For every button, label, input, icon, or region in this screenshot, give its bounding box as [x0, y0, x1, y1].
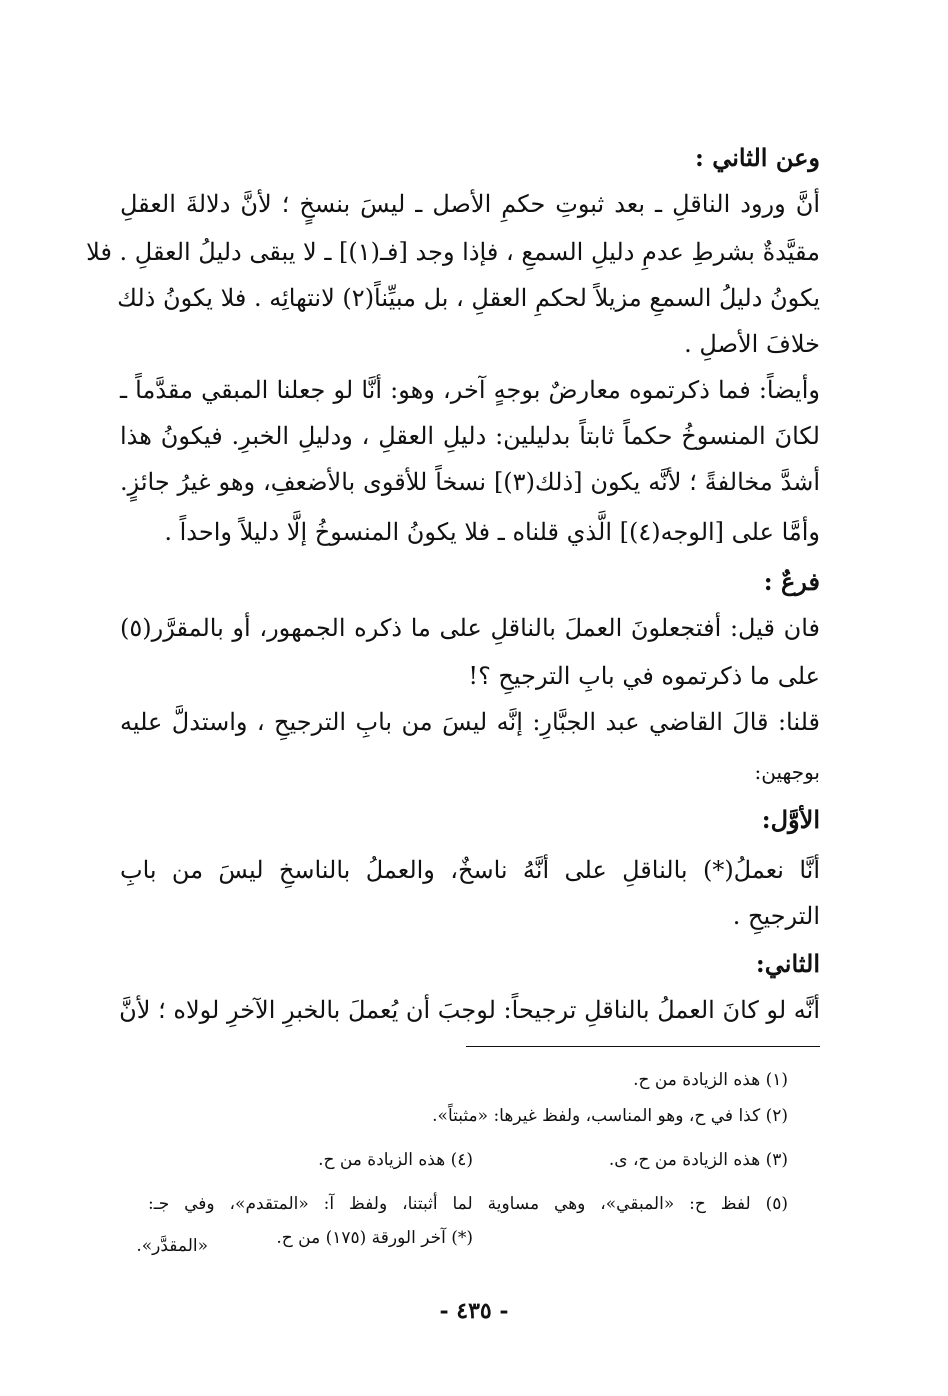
- body-line: لكانَ المنسوخُ حكماً ثابتاً بدليلين: دليلِ العقلِ ، ودليلِ الخبرِ. فيكونُ هذا: [120, 422, 820, 450]
- body-line: أنَّ ورود الناقلِ ـ بعد ثبوتِ حكمِ الأصل ـ ليسَ بنسخٍ ؛ لأنَّ دلالةَ العقلِ: [120, 190, 820, 218]
- footnote-5-continued: «المقدَّر».: [136, 1236, 208, 1256]
- body-line: يكونُ دليلُ السمعِ مزيلاً لحكمِ العقلِ ، بل مبيِّناً(٢) لانتهائِه . فلا يكونُ ذلك: [117, 284, 820, 312]
- footnote-separator: [466, 1046, 820, 1047]
- body-line: بوجهين:: [754, 760, 820, 784]
- footnote-1: (١) هذه الزيادة من ح.: [633, 1070, 788, 1090]
- footnote-5: (٥) لفظ ح: «المبقي»، وهي مساوية لما أثبتنا، ولفظ آ: «المتقدم»، وفي جـ:: [148, 1194, 788, 1214]
- body-line: على ما ذكرتموه في بابِ الترجيحِ ؟!: [468, 662, 820, 690]
- section-heading-second-point: الثاني:: [755, 949, 820, 978]
- section-heading-first: الأوَّل:: [761, 805, 820, 834]
- footnote-3: (٣) هذه الزيادة من ح، ى.: [608, 1150, 788, 1170]
- body-line: وأيضاً: فما ذكرتموه معارضٌ بوجهٍ آخر، وهو: أنَّا لو جعلنا المبقي مقدَّماً ـ: [120, 376, 820, 404]
- body-line: قلنا: قالَ القاضي عبد الجبَّارِ: إنَّه ليسَ من بابِ الترجيحِ ، واستدلَّ عليه: [120, 708, 820, 736]
- body-line: أنَّا نعملُ(*) بالناقلِ على أنَّهُ ناسخٌ، والعملُ بالناسخِ ليسَ من بابِ: [120, 856, 820, 884]
- page-number: - ٤٣٥ -: [439, 1298, 509, 1324]
- footnote-star: (*) آخر الورقة (١٧٥) من ح.: [276, 1228, 473, 1248]
- body-line: مقيَّدةٌ بشرطِ عدمِ دليلِ السمعِ ، فإذا وجد [فـ(١)] ـ لا يبقى دليلُ العقلِ . فلا: [86, 238, 820, 266]
- body-line: أنَّه لو كانَ العملُ بالناقلِ ترجيحاً: لوجبَ أن يُعملَ بالخبرِ الآخرِ لولاه ؛ لأنَّ: [119, 996, 820, 1024]
- section-heading-branch: فرعٌ :: [763, 567, 820, 596]
- body-line: فان قيل: أفتجعلونَ العملَ بالناقلِ على ما ذكره الجمهور، أو بالمقرَّر(٥): [120, 614, 820, 642]
- footnote-2: (٢) كذا في ح، وهو المناسب، ولفظ غيرها: «مثبتاً».: [432, 1106, 788, 1126]
- footnote-4: (٤) هذه الزيادة من ح.: [318, 1150, 473, 1170]
- body-line: خلافَ الأصلِ .: [684, 330, 820, 358]
- section-heading-second: وعن الثاني :: [695, 143, 820, 172]
- body-line: أشدَّ مخالفةً ؛ لأنَّه يكون [ذلك(٣)] نسخاً للأقوى بالأضعفِ، وهو غيرُ جائزٍ.: [120, 468, 820, 496]
- body-line: الترجيحِ .: [732, 902, 820, 930]
- body-line: وأمَّا على [الوجه(٤)] الَّذي قلناه ـ فلا يكونُ المنسوخُ إلَّا دليلاً واحداً .: [164, 518, 820, 546]
